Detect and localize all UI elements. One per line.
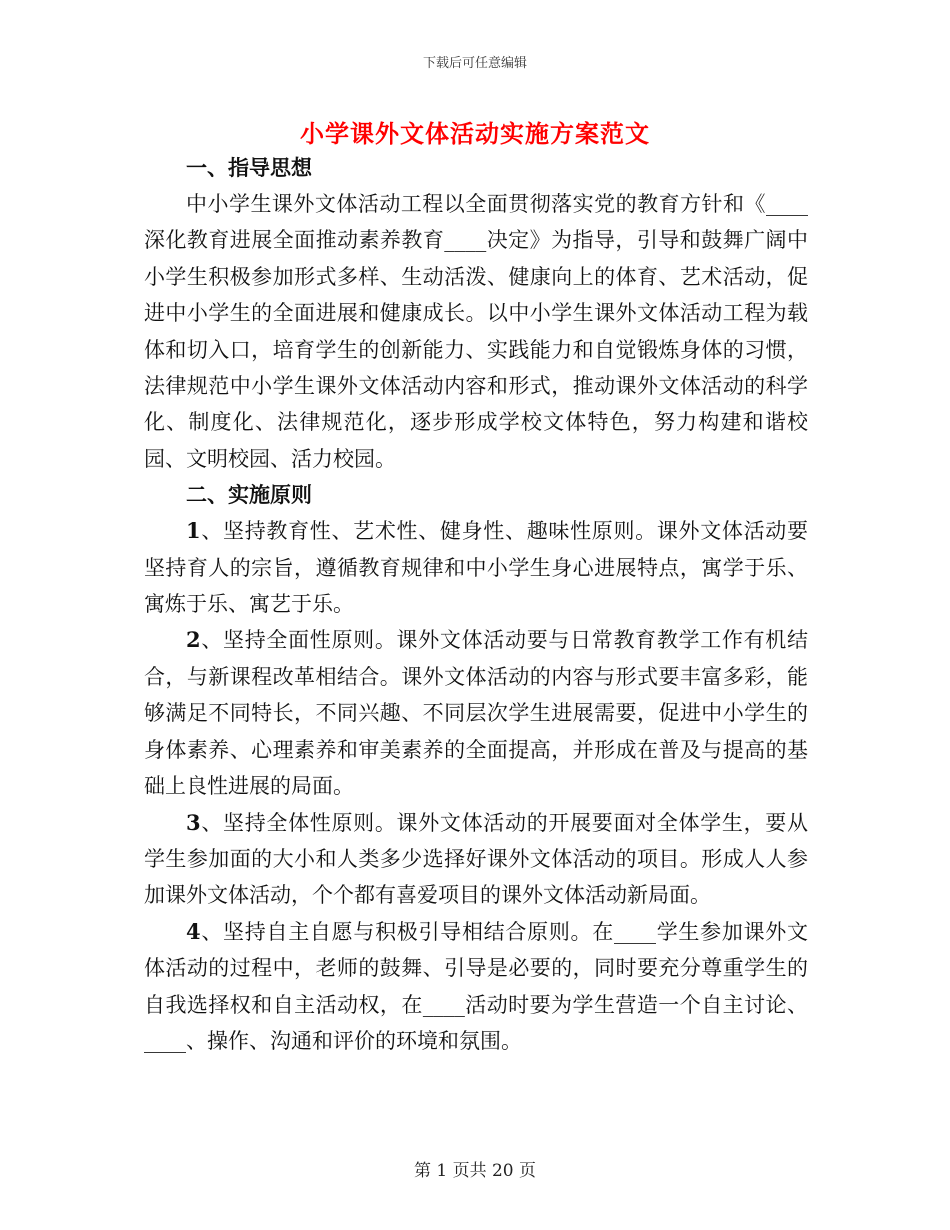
section-heading-principles: 二、实施原则 [186, 482, 312, 508]
paragraph-number: 3 [186, 809, 201, 835]
header-note: 下载后可任意编辑 [422, 56, 527, 71]
paragraph-principle-4 [144, 914, 808, 1060]
paragraph-number: 4 [186, 918, 201, 944]
paragraph-text: 中小学生课外文体活动工程以全面贯彻落实党的教育方针和《____深化教育进展全面推动素养教育____决定》为指导，引导和鼓舞广阔中小学生积极参加形式多样、生动活泼、健康向上的体育、艺术活动，促进中小学生的全面进展和健康成长。以中小学生课外文体活动工程为载体和切入口，培育学生的创新能力、实践能力和自觉锻炼身体的习惯，法律规范中小学生课外文体活动内容和形式，推动课外文体活动的科学化、制度化、法律规范化，逐步形成学校文体特色，努力构建和谐校园、文明校园、活力校园。 [144, 192, 808, 471]
paragraph-number: 2 [186, 627, 201, 653]
paragraph-text: 、坚持全体性原则。课外文体活动的开展要面对全体学生，要从学生参加面的大小和人类多少选择好课外文体活动的项目。形成人人参加课外文体活动，个个都有喜爱项目的课外文体活动新局面。 [144, 810, 808, 908]
paragraph-principle-1 [144, 513, 808, 622]
paragraph-text: 、坚持自主自愿与积极引导相结合原则。在____学生参加课外文体活动的过程中，老师的鼓舞、引导是必要的，同时要充分尊重学生的自我选择权和自主活动权，在____活动时要为学生营造一个自主讨论、____、操作、沟通和评价的环境和氛围。 [144, 919, 808, 1053]
section-heading-guiding-ideology: 一、指导思想 [186, 155, 312, 180]
paragraph-principle-3 [144, 805, 808, 914]
paragraph-text: 、坚持全面性原则。课外文体活动要与日常教育教学工作有机结合，与新课程改革相结合。课外文体活动的内容与形式要丰富多彩，能够满足不同特长，不同兴趣、不同层次学生进展需要，促进中小学生的身体素养、心理素养和审美素养的全面提高，并形成在普及与提高的基础上良性进展的局面。 [144, 628, 808, 799]
paragraph-principle-2 [144, 622, 808, 804]
page-footer: 第 1 页共 20 页 [413, 1161, 537, 1181]
paragraph-guiding-ideology [144, 186, 808, 477]
document-title: 小学课外文体活动实施方案范文 [300, 119, 650, 148]
paragraph-text: 、坚持教育性、艺术性、健身性、趣味性原则。课外文体活动要坚持育人的宗旨，遵循教育规律和中小学生身心进展特点，寓学于乐、寓炼于乐、寓艺于乐。 [144, 519, 808, 617]
paragraph-number: 1 [186, 518, 201, 544]
document-body [144, 150, 808, 1059]
